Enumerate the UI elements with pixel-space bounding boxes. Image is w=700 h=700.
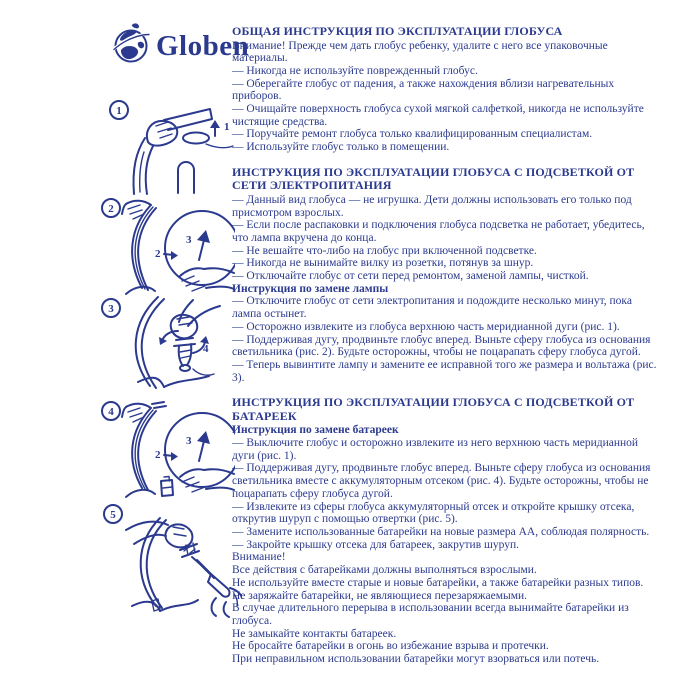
paragraph: — Извлеките из сферы глобуса аккумуляторный отсек и откройте крышку отсека, открутив шуруп с помощью отвертки (рис. 5). (232, 500, 635, 526)
hand-icon (180, 469, 234, 492)
figure-5-open-battery-cover-screwdriver (96, 500, 242, 624)
figure-3-unscrew-lamp (96, 292, 235, 396)
paragraph: Не используйте вместе старые и новые батарейки, а также батарейки разных типов. (232, 576, 644, 589)
paragraph: — Выключите глобус и осторожно извлеките из него верхнюю часть меридианной дуги (рис. 1). (232, 437, 639, 462)
subsection-title: Инструкция по замене батареек (232, 424, 399, 437)
paragraph: — Закройте крышку отсека для батареек, закрутив шуруп. (232, 538, 519, 551)
brand-logo (110, 22, 249, 71)
figure-number-badge (102, 199, 120, 217)
subsection-title: Инструкция по замене лампы (232, 282, 389, 295)
lamp-icon (174, 338, 195, 371)
battery-compartment-icon (161, 477, 173, 497)
paragraph: — Оберегайте глобус от падения, а также нахождения вблизи нагревательных приборов. (232, 77, 615, 103)
paragraph: Все действия с батарейками должны выполняться взрослыми. (232, 564, 537, 577)
brand-name: Globen (156, 30, 250, 62)
figure-number-badge (102, 299, 120, 317)
hand-icon (126, 522, 192, 548)
globe-direction-arrow (186, 230, 210, 260)
arrow-label: 2 (155, 449, 161, 461)
paragraph: Внимание! Прежде чем дать глобус ребенку, удалите с него все упаковочные материалы. (232, 39, 608, 65)
paragraph: — Поддерживая дугу, продвиньте глобус вперед. Выньте сферу глобуса из основания светильника (рис. 2). Будьте осторожны, чтобы не поцарапать сферу глобуса дугой. (232, 333, 651, 359)
paragraph: — Данный вид глобуса — не игрушка. Дети должны использовать его только под присмотром взрослых. (232, 193, 632, 219)
paragraph: — Никогда не вынимайте вилку из розетки, потянув за шнур. (232, 257, 534, 270)
paragraph: — Поддерживая дугу, продвиньте глобус вперед. Выньте сферу глобуса из основания светильника вместе с аккумуляторным отсеком (рис. 4). Будьте осторожны, чтобы не поцарапать сферу глобуса дугой. (232, 462, 651, 500)
paragraph: — Отключите глобус от сети электропитания и подождите несколько минут, пока лампа остынет. (232, 295, 632, 321)
paragraph: — Не вешайте что-либо на глобус при включенной подсветке. (232, 244, 537, 257)
paragraph: — Никогда не используйте поврежденный глобус. (232, 64, 478, 77)
paragraph: При неправильном использовании батарейки могут взорваться или потечь. (232, 653, 600, 666)
screwdriver-icon (192, 557, 230, 597)
svg-text:5: 5 (110, 509, 116, 521)
arrow-label: 3 (186, 234, 192, 246)
instructions-text-column (232, 13, 662, 666)
figure-number-badge (104, 505, 122, 523)
figure-1-remove-meridian-top (98, 96, 235, 196)
arrow-label: 2 (155, 248, 161, 260)
paragraph: — Очищайте поверхность глобуса сухой мягкой салфеткой, никогда не используйте чистящие средства. (232, 103, 644, 128)
paragraph: Внимание! (232, 551, 286, 564)
figure-number-badge (110, 101, 128, 119)
svg-text:3: 3 (108, 303, 114, 315)
paragraph: В случае длительного перерыва в использовании всегда вынимайте батарейки из глобуса. (232, 602, 629, 627)
paragraph: — Если после распаковки и подключения глобуса подсветка не работает, убедитесь, что лампа вкручена до конца. (232, 219, 645, 244)
svg-text:1: 1 (116, 105, 122, 117)
paragraph: Не заряжайте батарейки, не являющиеся перезаряжаемыми. (232, 589, 528, 602)
arrow-label: 3 (186, 435, 192, 447)
paragraph: — Осторожно извлеките из глобуса верхнюю часть меридианной дуги (рис. 1). (232, 320, 620, 333)
paragraph: — Теперь вывинтите лампу и замените ее исправной того же размера и вольтажа (рис. 3). (232, 358, 657, 384)
paragraph: — Используйте глобус только в помещении. (232, 141, 450, 154)
mount-fork-part (178, 162, 194, 193)
paragraph: Не замыкайте контакты батареек. (232, 627, 397, 640)
globe-icon (110, 22, 152, 71)
globe-direction-arrow (186, 431, 210, 461)
paragraph: — Поручайте ремонт глобуса только квалифицированным специалистам. (232, 128, 593, 141)
arrow-label: 4 (203, 343, 209, 355)
figure-number-badge (102, 402, 120, 420)
figure-2-slide-globe-forward (98, 196, 235, 298)
section-title: ОБЩАЯ ИНСТРУКЦИЯ ПО ЭКСПЛУАТАЦИИ ГЛОБУСА (232, 24, 563, 38)
svg-text:2: 2 (108, 203, 114, 215)
figure-4-slide-globe-with-battery-pack (98, 398, 235, 502)
paragraph: Не бросайте батарейки в огонь во избежание взрыва и протечки. (232, 640, 549, 653)
section-title: ИНСТРУКЦИЯ ПО ЭКСПЛУАТАЦИИ ГЛОБУСА С ПОДСВЕТКОЙ ОТ БАТАРЕЕК (232, 395, 635, 423)
hand-icon (180, 268, 234, 291)
paragraph: — Замените использованные батарейки на новые размера АА, соблюдая полярность. (232, 526, 650, 538)
section-title: ИНСТРУКЦИЯ ПО ЭКСПЛУАТАЦИИ ГЛОБУСА С ПОДСВЕТКОЙ ОТ СЕТИ ЭЛЕКТРОПИТАНИЯ (232, 164, 635, 193)
paragraph: — Отключайте глобус от сети перед ремонтом, заменой лампы, чисткой. (232, 270, 589, 283)
pull-direction-arrow (210, 120, 230, 136)
arrow-label: 1 (224, 121, 230, 133)
svg-text:4: 4 (108, 406, 114, 418)
